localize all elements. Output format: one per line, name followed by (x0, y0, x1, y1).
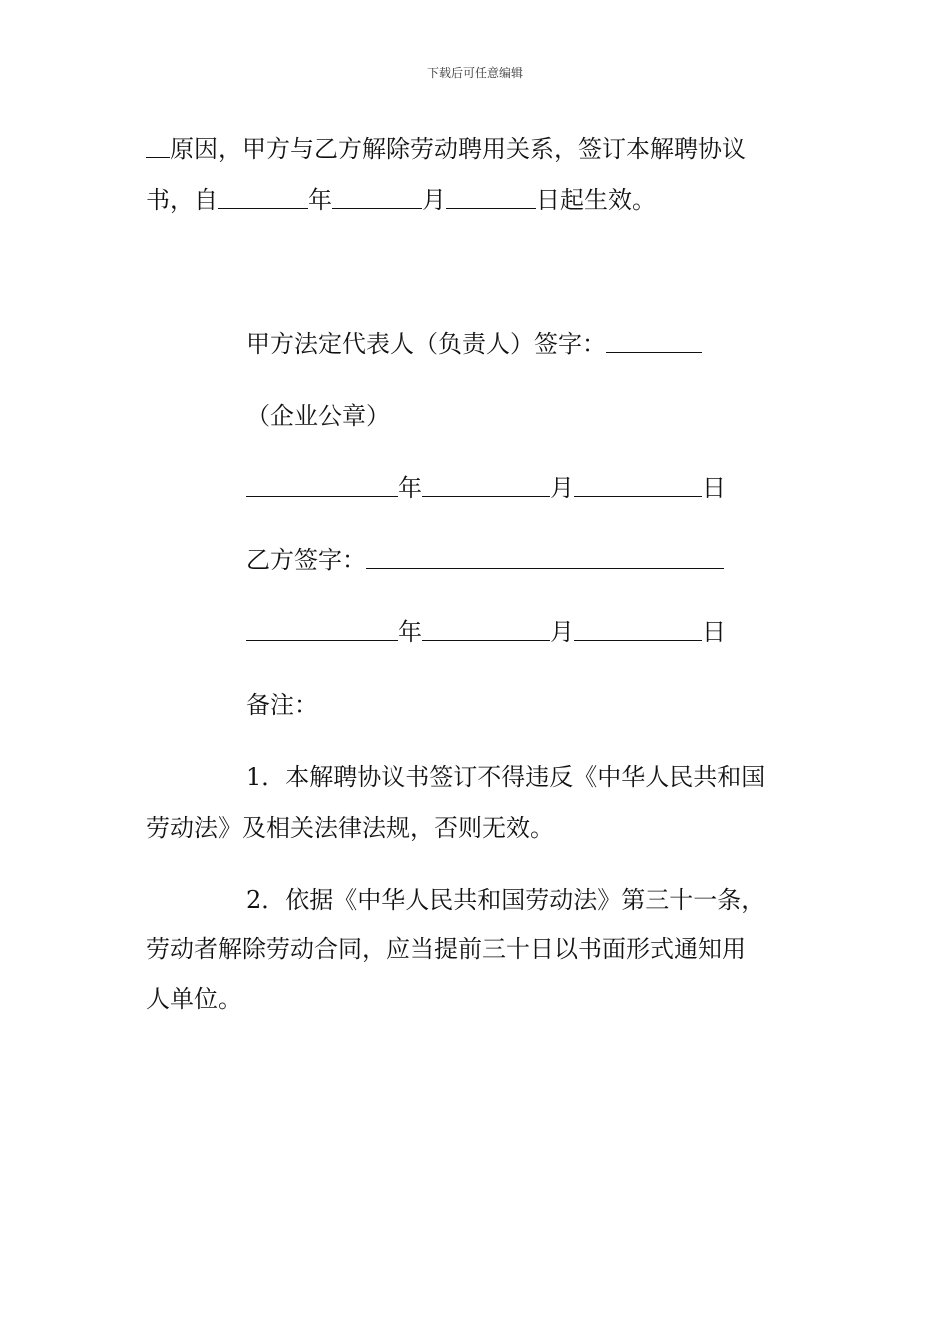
month-blank (422, 474, 550, 497)
year-label: 年 (398, 474, 422, 502)
month-label: 月 (550, 618, 574, 646)
effective-text: 日起生效。 (536, 186, 656, 214)
note-item-2-line: 2．依据《中华人民共和国劳动法》第三十一条， (246, 886, 766, 914)
party-a-date-line (246, 473, 726, 503)
party-b-label: 乙方签字： (246, 546, 366, 574)
download-note-header: 下载后可任意编辑 (426, 66, 523, 80)
party-a-signature-line (246, 329, 702, 359)
note-item-1-line: 1．本解聘协议书签订不得违反《中华人民共和国 (246, 763, 766, 791)
party-b-signature-blank (366, 546, 724, 569)
year-blank (218, 186, 308, 209)
year-label: 年 (308, 186, 332, 214)
day-label: 日 (702, 474, 726, 502)
paragraph-text: 原因，甲方与乙方解除劳动聘用关系，签订本解聘协议 (170, 135, 746, 163)
paragraph-text: 书，自 (146, 186, 218, 214)
note-item-2-line: 人单位。 (146, 985, 242, 1013)
party-b-date-line (246, 617, 726, 647)
note-item-1-line: 劳动法》及相关法律法规，否则无效。 (146, 814, 554, 842)
company-seal-text: （企业公章） (246, 402, 390, 430)
paragraph-line (146, 185, 656, 215)
party-b-signature-line (246, 545, 724, 575)
party-a-signature-blank (606, 330, 702, 353)
day-blank (446, 186, 536, 209)
blank-underline (146, 135, 170, 158)
month-blank (332, 186, 422, 209)
day-blank (574, 618, 702, 641)
year-label: 年 (398, 618, 422, 646)
year-blank (246, 618, 398, 641)
day-blank (574, 474, 702, 497)
party-a-label: 甲方法定代表人（负责人）签字： (246, 330, 606, 358)
note-item-2-line: 劳动者解除劳动合同，应当提前三十日以书面形式通知用 (146, 935, 746, 963)
month-label: 月 (550, 474, 574, 502)
day-label: 日 (702, 618, 726, 646)
paragraph-line (146, 134, 746, 164)
month-blank (422, 618, 550, 641)
notes-title: 备注： (246, 691, 318, 719)
year-blank (246, 474, 398, 497)
month-label: 月 (422, 186, 446, 214)
